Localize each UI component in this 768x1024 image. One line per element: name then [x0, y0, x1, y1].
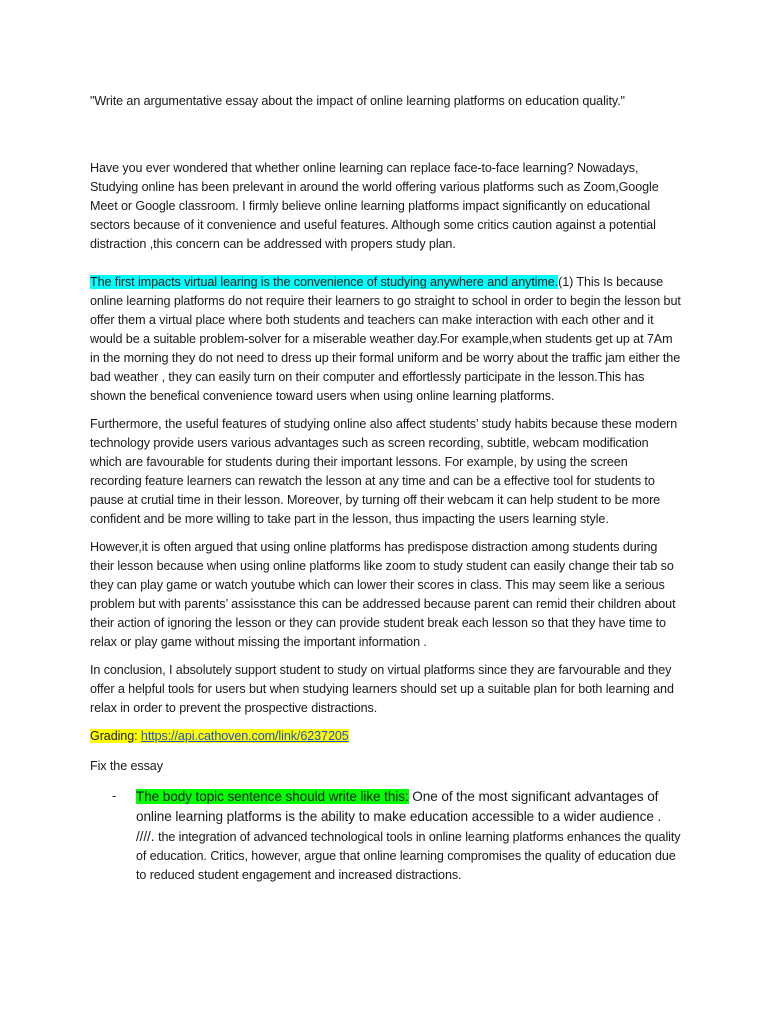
feedback-highlight: The body topic sentence should write like this: — [136, 789, 409, 804]
document-page — [90, 92, 682, 885]
body-paragraph-1-text: (1) This Is because online learning platforms do not require their learners to go straight to school in order to begin the lesson but offer them a virtual place where both students and teachers can make interaction with each other and it would be a suitable problem-solver for a miserable weather day.For example,when students get up at 7Am in the morning they do not need to dress up their formal uniform and be worry about the traffic jam either the bad weather , they can easily turn on their computer and effortlessly participate in the lesson.This has shown the benefical convenience toward users when using online learning platforms. — [90, 275, 681, 403]
feedback-continuation: the integration of advanced technological tools in online learning platforms enhances the quality of education. Critics, however, argue that online learning compromises the quality of education due to reduced student engagement and increased distractions. — [136, 830, 681, 882]
conclusion-paragraph: In conclusion, I absolutely support student to study on virtual platforms since they are farvourable and they offer a helpful tools for users but when studying learners should set up a suitable plan for both learning and relax in order to prevent the prospective distractions. — [90, 663, 674, 715]
body-paragraph-2: Furthermore, the useful features of studying online also affect students’ study habits because these modern technology provide users various advantages such as screen recording, subtitle, webcam modification which are favourable for students during their important lessons. For example, by using the screen recording feature learners can rewatch the lesson at any time and can be a effective tool for students to pause at crutial time in their lesson. Moreover, by turning off their webcam it can help student to be more confident and be more willing to take part in the lesson, thus impacting the users learning style. — [90, 417, 678, 526]
dash-bullet: - — [112, 789, 117, 803]
grading-line — [90, 727, 682, 746]
highlighted-topic-sentence: The first impacts virtual learing is the convenience of studying anywhere and anytime. — [90, 275, 559, 289]
essay-prompt: "Write an argumentative essay about the impact of online learning platforms on education quality." — [90, 94, 625, 108]
feedback-suggestion: One of the most significant advantages of online learning platforms is the ability to make education accessible to a wider audience . ////. — [136, 789, 662, 844]
grading-link[interactable]: https://api.cathoven.com/link/6237205 — [140, 729, 349, 743]
fix-heading: Fix the essay — [90, 759, 163, 773]
body-paragraph-1 — [90, 273, 682, 406]
grading-label: Grading: — [90, 729, 138, 743]
intro-paragraph: Have you ever wondered that whether online learning can replace face-to-face learning? Nowadays, Studying online has been prelevant in around the world offering various platforms such as Zoom,Google Meet or Google classroom. I firmly believe online learning platforms impact significantly on educational sectors because of it convenience and useful features. Although some critics caution against a potential distraction ,this concern can be addressed with propers study plan. — [90, 161, 659, 251]
feedback-list-item — [90, 787, 682, 885]
body-paragraph-3: However,it is often argued that using online platforms has predispose distraction among students during their lesson because when using online platforms like zoom to study student can easily change their tab so they can play game or watch youtube which can lower their scores in class. This may seem like a serious problem but with parents’ assisstance this can be addressed because parent can remid their children about their action of ignoring the lesson or they can provide student break each lesson so that they have time to relax or play game without missing the important information . — [90, 540, 676, 649]
grading-highlight — [90, 729, 349, 743]
